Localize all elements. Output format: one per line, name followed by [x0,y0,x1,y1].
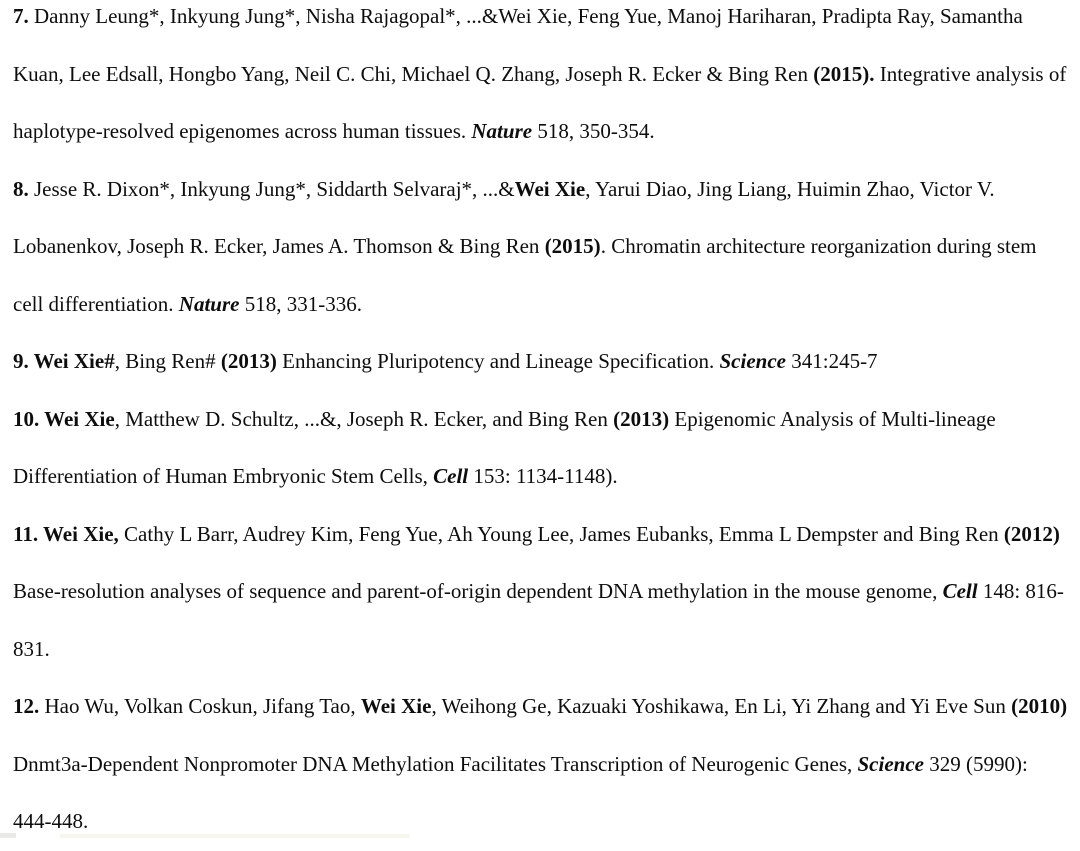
reference-item-ref-7 [13,0,1068,161]
reference-text-segment: Cathy L Barr, Audrey Kim, Feng Yue, Ah Young Lee, James Eubanks, Emma L Dempster and Bing Ren [118,521,1004,546]
reference-text-segment: Cell [942,579,978,603]
reference-text-segment: 8. [13,176,29,201]
reference-text-segment: Nature [471,119,533,143]
reference-item-ref-11 [13,506,1068,679]
reference-text-segment: (2015) [544,234,601,258]
reference-text-segment: (2013) [220,349,277,373]
reference-text-segment: 11. Wei Xie, [13,521,119,546]
reference-text-segment: Jesse R. Dixon*, Inkyung Jung*, Siddarth Selvaraj*, ...& [28,176,515,201]
reference-text-segment: . Chromatin architecture reorganization during stem cell differentiation. [13,234,1037,316]
reference-text-segment: Epigenomic Analysis of Multi-lineage Differentiation of Human Embryonic Stem Cells, [13,406,996,488]
reference-text-segment: 518, 350-354. [532,119,655,143]
reference-text-segment: Integrative analysis of haplotype-resolved epigenomes across human tissues. [13,61,1067,143]
reference-item-ref-8 [13,161,1068,334]
reference-text-segment: 148: 816-831. [13,579,1064,661]
reference-text-segment: , Weihong Ge, Kazuaki Yoshikawa, En Li, Yi Zhang and Yi Eve Sun [431,694,1012,718]
reference-text-segment: Dnmt3a-Dependent Nonpromoter DNA Methylation Facilitates Transcription of Neurogenic Genes, [13,751,858,776]
reference-item-ref-10 [13,391,1068,506]
reference-text-segment: Base-resolution analyses of sequence and parent-of-origin dependent DNA methylation in the mouse genome, [13,579,943,603]
reference-text-segment: 9. Wei Xie# [13,349,115,373]
reference-text-segment: 341:245-7 [785,349,878,373]
reference-text-segment: Hao Wu, Volkan Coskun, Jifang Tao, [39,694,361,718]
reference-text-segment: 7. [13,4,29,28]
reference-text-segment: , Matthew D. Schultz, ...&, Joseph R. Ecker, and Bing Ren [114,406,614,431]
reference-text-segment: 329 (5990): 444-448. [13,751,1028,833]
reference-text-segment: (2012) [1003,521,1060,546]
reference-text-segment: 12. [13,694,40,718]
reference-text-segment: (2013) [613,406,670,431]
reference-text-segment: , Yarui Diao, Jing Liang, Huimin Zhao, Victor V. Lobanenkov, Joseph R. Ecker, James A. Thomson & Bing Ren [13,176,995,258]
reference-text-segment: Nature [178,291,240,316]
reference-text-segment: 518, 331-336. [239,291,362,316]
reference-item-ref-12 [13,678,1068,851]
reference-item-ref-9 [13,333,1068,391]
reference-text-segment: , Bing Ren# [114,349,221,373]
reference-text-segment: Cell [433,464,469,488]
reference-text-segment: Danny Leung*, Inkyung Jung*, Nisha Rajagopal*, ...&Wei Xie, Feng Yue, Manoj Hariharan, Pradipta Ray, Samantha Kuan, Lee Edsall, Hongbo Yang, Neil C. Chi, Michael Q. Zhang, Joseph R. Ecker & Bing Ren [13,4,1023,86]
bottom-corner-artifact [0,833,16,838]
reference-text-segment: (2010) [1011,694,1068,718]
bottom-edge-artifact [60,834,410,838]
reference-text-segment: Science [719,349,786,373]
reference-text-segment: 10. Wei Xie [13,406,115,431]
reference-text-segment: Science [857,751,924,776]
reference-text-segment: Wei Xie [360,694,432,718]
reference-text-segment: Enhancing Pluripotency and Lineage Specification. [276,349,720,373]
reference-text-segment: 153: 1134-1148). [468,464,618,488]
reference-text-segment: (2015). [813,61,875,86]
reference-text-segment: Wei Xie [514,176,586,201]
